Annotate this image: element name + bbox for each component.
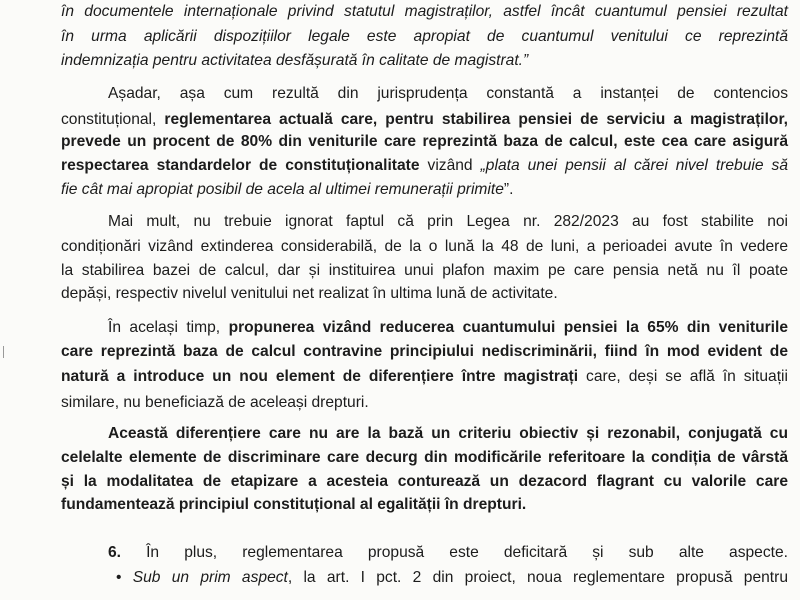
text-segment: •: [116, 569, 122, 586]
italic-text-segment: fie cât mai apropiat posibil de acela al ultimei remunerații primite: [61, 181, 504, 198]
text-segment: ”.: [503, 181, 514, 198]
text-line: [61, 471, 788, 493]
text-line: [61, 131, 788, 153]
italic-text-segment: „plata unei pensii al cărei nivel trebuie să: [480, 157, 789, 174]
text-line: [108, 83, 788, 105]
bold-text-segment: care reprezintă baza de calcul contravine principiului nediscriminării, fiind în mod evident de: [61, 343, 788, 360]
text-line: [61, 236, 788, 258]
text-line: [61, 494, 788, 516]
text-line: [61, 1, 788, 23]
text-segment: la stabilirea bazei de calcul, dar și instituirea unui plafon maxim pe care pensia netă nu îl poate: [61, 262, 788, 279]
text-segment: constituțional,: [61, 111, 165, 128]
text-line: [108, 542, 788, 564]
text-segment: În plus, reglementarea propusă este deficitară și sub alte aspecte.: [121, 544, 788, 561]
scan-margin-mark: [3, 346, 4, 358]
bold-text-segment: prevede un procent de 80% din veniturile care reprezintă baza de calcul, este cea care asigură: [61, 133, 788, 150]
text-segment: vizând: [419, 157, 481, 174]
bold-text-segment: propunerea vizând reducerea cuantumului pensiei la 65% din veniturile: [228, 319, 788, 336]
bold-text-segment: fundamentează principiul constituțional al egalității în drepturi.: [61, 496, 527, 513]
text-segment: Așadar, așa cum rezultă din jurisprudența constantă a instanței de contencios: [108, 85, 788, 102]
text-line: [61, 26, 788, 48]
text-line: [108, 211, 788, 233]
text-line: [108, 423, 788, 445]
text-segment: care, deși se află în situații: [578, 368, 788, 385]
bold-text-segment: 6.: [108, 544, 122, 561]
text-line: [61, 447, 788, 469]
text-segment: În același timp,: [108, 319, 229, 336]
italic-text-segment: în urma aplicării dispozițiilor legale este apropiat de cuantumul venitului ce reprezintă: [61, 28, 788, 45]
text-line: [108, 317, 788, 339]
text-segment: depăși, respectiv nivelul venitului net realizat în ultima lună de activitate.: [61, 285, 558, 302]
bold-text-segment: reglementarea actuală care, pentru stabilirea pensiei de serviciu a magistraților,: [164, 111, 789, 128]
text-segment: condiționări vizând extinderea considerabilă, de la o lună la 48 de luni, a perioadei avute în vedere: [61, 238, 788, 255]
italic-text-segment: indemnizația pentru activitatea desfășurată în calitate de magistrat.”: [61, 52, 529, 69]
text-line: [61, 260, 788, 282]
text-line: [61, 283, 788, 305]
text-line: [61, 392, 788, 414]
bold-text-segment: și la modalitatea de etapizare a acesteia conturează un dezacord flagrant cu valorile care: [61, 473, 788, 490]
text-line: [61, 366, 788, 388]
italic-text-segment: Sub un prim aspect: [121, 569, 288, 586]
text-segment: , la art. I pct. 2 din proiect, noua reglementare propusă pentru: [287, 569, 788, 586]
text-segment: similare, nu beneficiază de aceleași drepturi.: [61, 394, 369, 411]
text-line: [116, 567, 788, 589]
bold-text-segment: respectarea standardelor de constituționalitate: [61, 157, 420, 174]
bold-text-segment: natură a introduce un nou element de diferențiere între magistrați: [61, 368, 579, 385]
text-line: [61, 179, 788, 201]
text-segment: Mai mult, nu trebuie ignorat faptul că prin Legea nr. 282/2023 au fost stabilite noi: [108, 213, 788, 230]
bold-text-segment: celelalte elemente de discriminare care decurg din modificările referitoare la condiția de vârstă: [61, 449, 788, 466]
italic-text-segment: în documentele internaționale privind statutul magistraților, astfel încât cuantumul pensiei rezultat: [61, 3, 788, 20]
bold-text-segment: Această diferențiere care nu are la bază un criteriu obiectiv și rezonabil, conjugată cu: [108, 425, 788, 442]
text-line: [61, 109, 788, 131]
text-line: [61, 341, 788, 363]
text-line: [61, 155, 788, 177]
text-line: [61, 50, 788, 72]
